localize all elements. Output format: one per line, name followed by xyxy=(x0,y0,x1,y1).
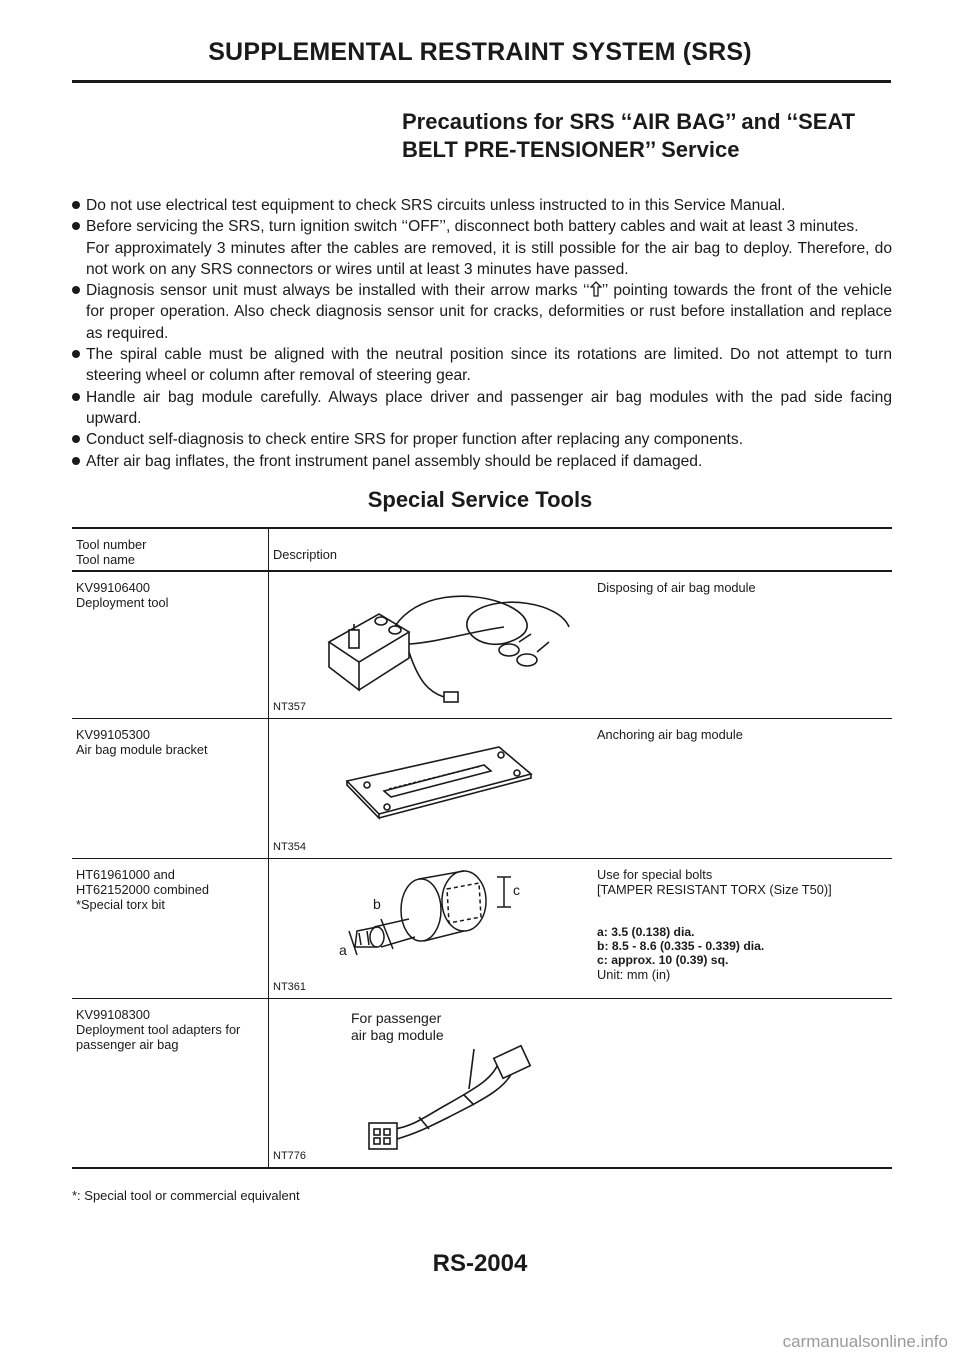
table-row: KV99106400 Deployment tool NT357 Disposing of air bag module xyxy=(72,571,892,718)
deployment-tool-illustration xyxy=(269,572,597,719)
callout-a: a xyxy=(339,941,347,958)
figure-caption-line-1: For passenger xyxy=(351,1009,442,1026)
page-header-title: SUPPLEMENTAL RESTRAINT SYSTEM (SRS) xyxy=(208,38,752,66)
precautions-title-line-2: BELT PRE-TENSIONER’’ Service xyxy=(402,137,740,162)
list-item: The spiral cable must be aligned with the neutral position since its rotations are limited. Do not attempt to turn steering wheel or column after removal of steering gear. xyxy=(72,344,892,387)
figure-cell xyxy=(269,571,598,718)
table-row: HT61961000 and HT62152000 combined *Special torx bit c b a NT361 Use for special bolts [TAMPER RESISTANT TORX (Size T50)] a: 3.5 (0.138) dia. b: 8.5 - 8.6 (0.335 - 0.339) dia. c: approx. 10 (0.39) sq. Unit: mm (in) xyxy=(72,858,892,998)
list-item: Handle air bag module carefully. Always place driver and passenger air bag modules with the pad side facing upward. xyxy=(72,387,892,430)
precautions-list xyxy=(72,195,892,472)
tools-title: Special Service Tools xyxy=(367,487,593,512)
callout-b: b xyxy=(373,895,381,912)
header-description: Description xyxy=(273,547,338,562)
precautions-title xyxy=(402,108,902,164)
figure-label: NT776 xyxy=(273,1150,307,1162)
list-item: Diagnosis sensor unit must always be installed with their arrow marks ‘‘ ’’ pointing towards the front of the vehicle for proper operation. Also check diagnosis sensor unit for cracks, deformities or rust before installation and replace as required. xyxy=(72,280,892,344)
table-row: KV99105300 Air bag module bracket NT354 Anchoring air bag module xyxy=(72,718,892,858)
figure-cell xyxy=(269,998,598,1168)
table-row: KV99108300 Deployment tool adapters for passenger air bag For passenger air bag module NT776 xyxy=(72,998,892,1168)
figure-cell xyxy=(269,718,598,858)
figure-label: NT361 xyxy=(273,980,307,993)
list-item: Before servicing the SRS, turn ignition switch ‘‘OFF’’, disconnect both battery cables and wait at least 3 minutes. For approximately 3 minutes after the cables are removed, it is still possible for the air bag to deploy. Therefore, do not work on any SRS connectors or wires until at least 3 minutes have passed. xyxy=(72,216,892,280)
special-tools-table xyxy=(72,527,892,1169)
header-tool: Tool number Tool name xyxy=(72,528,269,571)
list-item: Conduct self-diagnosis to check entire SRS for proper function after replacing any components. xyxy=(72,429,892,450)
adapter-illustration xyxy=(269,999,597,1169)
header-rule xyxy=(72,80,891,83)
torx-bit-illustration xyxy=(269,859,597,999)
figure-cell xyxy=(269,858,598,998)
table-footnote: *: Special tool or commercial equivalent xyxy=(72,1188,300,1203)
arrow-mark-icon xyxy=(590,281,602,297)
table-header-row xyxy=(72,528,892,571)
page-number: RS-2004 xyxy=(432,1250,528,1277)
list-item: After air bag inflates, the front instrument panel assembly should be replaced if damaged. xyxy=(72,451,892,472)
figure-caption-line-2: air bag module xyxy=(351,1026,444,1043)
figure-label: NT357 xyxy=(273,700,307,713)
list-item: Do not use electrical test equipment to check SRS circuits unless instructed to in this Service Manual. xyxy=(72,195,892,216)
bracket-illustration xyxy=(269,719,597,859)
precautions-title-line-1: Precautions for SRS ‘‘AIR BAG’’ and ‘‘SEAT xyxy=(402,109,856,134)
figure-label: NT354 xyxy=(273,840,307,853)
callout-c: c xyxy=(513,881,520,898)
watermark: carmanualsonline.info xyxy=(782,1332,948,1351)
